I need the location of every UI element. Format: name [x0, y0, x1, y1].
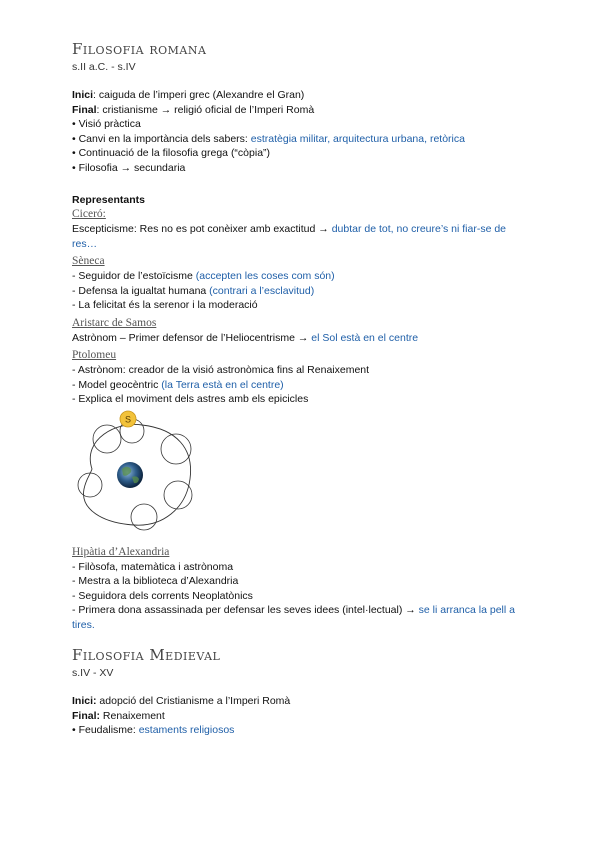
bullet-visio: • Visió pràctica [72, 118, 141, 130]
epicycle-right [161, 434, 191, 464]
bullet-feudalisme: • Feudalisme: estaments religiosos [72, 724, 235, 736]
section-title-medieval: Filosofia Medieval [72, 646, 221, 664]
inici-roman: Inici: caiguda de l’imperi grec (Alexandre el Gran) [72, 89, 305, 101]
final-roman: Final: cristianisme → religió oficial de l’Imperi Romà [72, 103, 315, 116]
bullet-continuacio: • Continuació de la filosofia grega (“còpia”) [72, 147, 271, 159]
epicycle-right-bottom [164, 481, 192, 509]
final-medieval: Final: Renaixement [72, 709, 165, 722]
seneca-line-2: - Defensa la igualtat humana (contrari a l’esclavitud) [72, 284, 315, 297]
hipatia-line-3: - Seguidora dels corrents Neoplatònics [72, 589, 253, 602]
person-hipatia: Hipàtia d’Alexandria [72, 545, 170, 558]
period-roman: s.II a.C. - s.IV [72, 61, 136, 73]
epicycle-left [78, 473, 102, 497]
sun-label: S [124, 414, 132, 424]
ptolomeu-line-3: - Explica el moviment dels astres amb els epicicles [72, 393, 309, 405]
period-medieval: s.IV - XV [72, 667, 114, 679]
epicycle-diagram [72, 409, 202, 539]
hipatia-line-1: - Filòsofa, matemàtica i astrònoma [72, 560, 234, 573]
person-ciceron: Ciceró: [72, 208, 106, 220]
hipatia-line-2: - Mestra a la biblioteca d’Alexandria [72, 575, 239, 587]
earth-icon [117, 462, 143, 488]
person-seneca: Sèneca [72, 255, 105, 267]
epicycle-bottom [131, 504, 157, 530]
epicycle-top [93, 425, 121, 453]
person-aristarc: Aristarc de Samos [72, 316, 157, 329]
seneca-line-3: - La felicitat és la serenor i la moderació [72, 299, 258, 311]
person-ptolomeu: Ptolomeu [72, 349, 117, 361]
seneca-line-1: - Seguidor de l’estoïcisme (accepten les coses com són) [72, 270, 335, 282]
ptolomeu-line-2: - Model geocèntric (la Terra està en el centre) [72, 378, 284, 391]
epicycle-svg [72, 409, 202, 539]
ciceron-text: Escepticisme: Res no es pot conèixer amb exactitud → dubtar de tot, no creure’s ni fiar-se de res… [72, 223, 507, 250]
representants-heading: Representants [72, 194, 145, 206]
document-page [72, 38, 532, 738]
bullet-filosofia: • Filosofia → secundaria [72, 161, 186, 174]
inici-medieval: Inici: adopció del Cristianisme a l’Imperi Romà [72, 695, 291, 707]
section-title-roman: Filosofia romana [72, 40, 207, 58]
aristarc-text: Astrònom – Primer defensor de l’Heliocentrisme → el Sol està en el centre [72, 331, 419, 344]
ptolomeu-line-1: - Astrònom: creador de la visió astronòmica fins al Renaixement [72, 364, 370, 376]
bullet-sabers: • Canvi en la importància dels sabers: estratègia militar, arquitectura urbana, retòrica [72, 132, 465, 145]
hipatia-line-4: - Primera dona assassinada per defensar les seves idees (intel·lectual) → se li arranca la pell a tires. [72, 604, 515, 631]
